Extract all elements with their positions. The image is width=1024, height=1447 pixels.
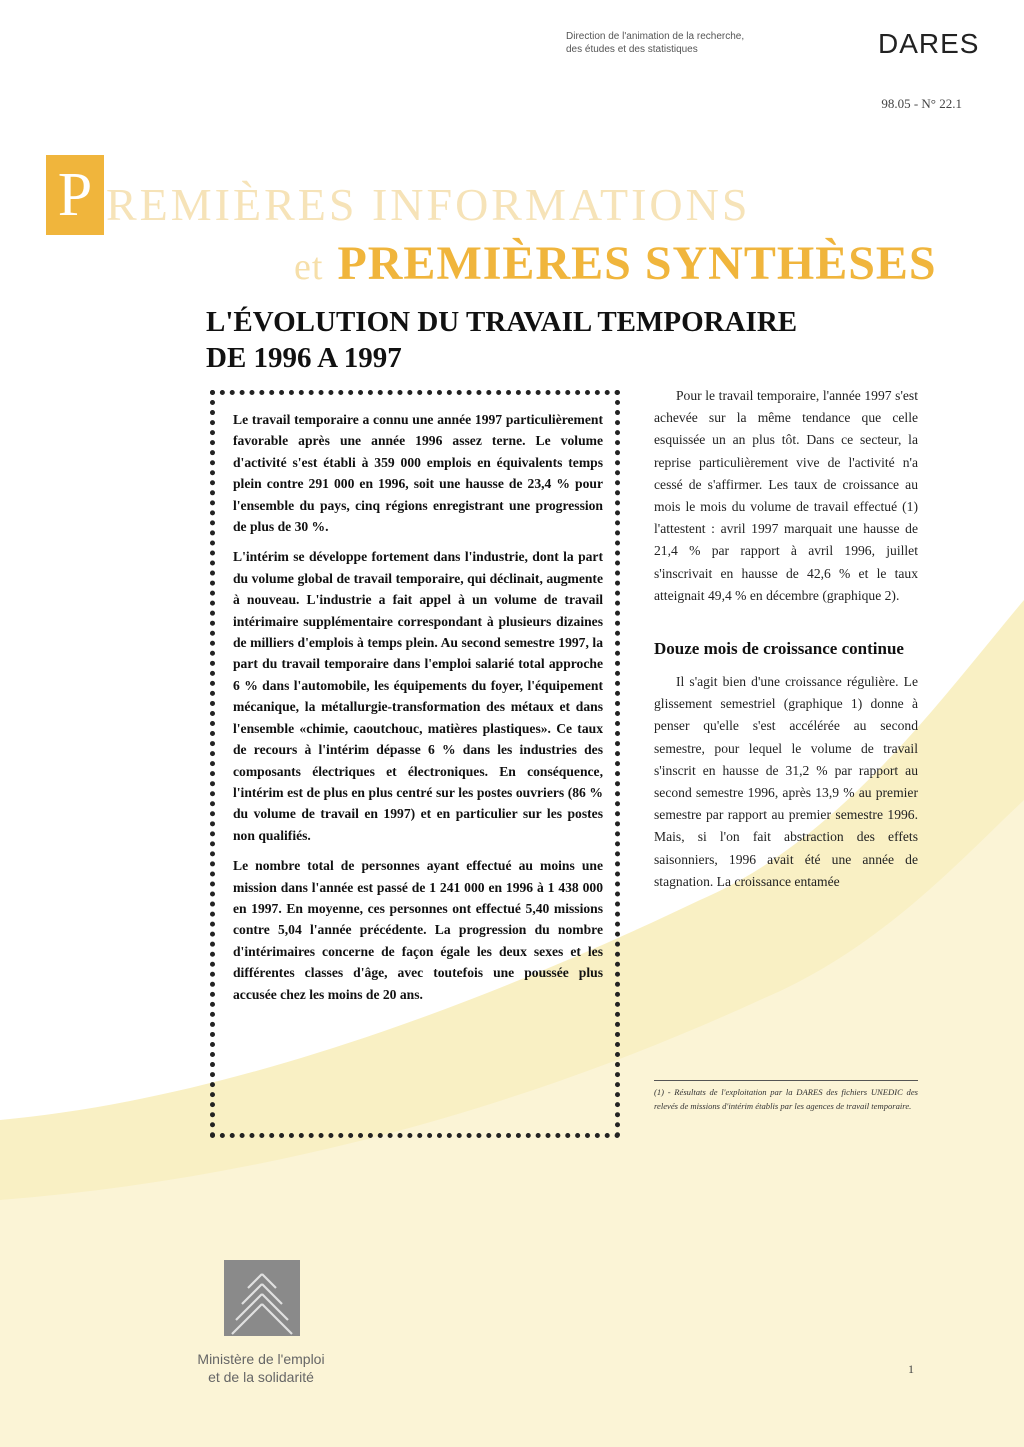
summary-paragraph: Le nombre total de personnes ayant effectué au moins une mission dans l'année est passé de 1 241 000 en 1996 à 1 438 000 en 1997. En moyenne, ces personnes ont effectué 5,40 missions contre 5,04 l'année précédente. La progression du nombre d'intérimaires concerne de façon égale les deux sexes et les différentes classes d'âge, avec toutefois une poussée plus accusée chez les moins de 20 ans.: [233, 858, 603, 1002]
series-initial-box: P: [46, 155, 104, 235]
series-faded-title: REMIÈRES INFORMATIONS: [106, 179, 751, 230]
ministry-name-line-2: et de la solidarité: [208, 1369, 314, 1385]
ministry-logo-icon: [224, 1260, 300, 1336]
article-title-line-1: L'ÉVOLUTION DU TRAVAIL TEMPORAIRE: [206, 306, 798, 338]
page-number: 1: [908, 1362, 914, 1376]
article-title-line-2: DE 1996 A 1997: [206, 342, 402, 374]
series-title-text: PREMIÈRES SYNTHÈSES: [337, 237, 937, 290]
body-paragraph: Pour le travail temporaire, l'année 1997 s'est achevée sur la même tendance que celle esquissée un an plus tôt. Dans ce secteur, la reprise particulièrement vive de l'activité n'a cessé de s'affirmer. Les taux de croissance au mois le mois du volume de travail effectué (1) l'attestent : avril 1997 marquait une hausse de 21,4 % par rapport à avril 1996, juillet s'inscrivait en hausse de 42,6 % et le taux atteignait 49,4 % en décembre (graphique 2).: [654, 388, 918, 603]
body-paragraph: Il s'agit bien d'une croissance régulière. Le glissement semestriel (graphique 1) donne à penser qu'elle s'est accélérée au second semestre, pour lequel le volume de travail s'inscrit en hausse de 31,2 % par rapport au second semestre 1996, après 13,9 % au premier semestre par rapport au premier semestre 1996. Mais, si l'on fait abstraction des effets saisonniers, 1996 avait été une année de stagnation. La croissance entamée: [654, 674, 918, 889]
series-title: [294, 236, 937, 291]
summary-paragraph: Le travail temporaire a connu une année 1997 particulièrement favorable après une année 1996 assez terne. Le volume d'activité s'est établi à 359 000 emplois en équivalents temps plein contre 291 000 en 1996, soit une hausse de 23,4 % pour l'ensemble du pays, cinq régions enregistrant une progression de plus de 30 %.: [233, 412, 603, 535]
ministry-name-line-1: Ministère de l'emploi: [197, 1351, 325, 1367]
brand-name: DARES: [878, 28, 980, 59]
summary-paragraph: L'intérim se développe fortement dans l'industrie, dont la part du volume global de travail temporaire, qui déclinait, augmente à nouveau. L'industrie a fait appel à un volume de travail intérimaire supplémentaire correspondant à plusieurs dizaines de milliers d'emplois à temps plein. Au second semestre 1997, la part du travail temporaire dans l'emploi salarié total approche 6 % dans l'automobile, les équipements du foyer, l'équipement mécanique, la métallurgie-transformation des métaux et dans l'ensemble «chimie, caoutchouc, matières plastiques». Ce taux de recours à l'intérim dépasse 6 % dans les industries des composants électriques et électroniques. En conséquence, l'intérim est de plus en plus centré sur les postes ouvriers (86 % du volume de travail en 1997) et en particulier sur les postes non qualifiés.: [233, 549, 603, 843]
right-column: [654, 385, 918, 893]
footnote: (1) - Résultats de l'exploitation par la DARES des fichiers UNEDIC des relevés de missions d'intérim établis par les agences de travail temporaire.: [654, 1080, 918, 1113]
series-conjunction: et: [294, 246, 324, 288]
summary-box: [210, 390, 620, 1138]
organization-name: [566, 30, 816, 56]
section-heading: Douze mois de croissance continue: [654, 639, 904, 659]
issue-number: 98.05 - N° 22.1: [881, 96, 962, 111]
article-title: [206, 304, 846, 376]
organization-line-2: des études et des statistiques: [566, 44, 698, 55]
organization-line-1: Direction de l'animation de la recherche,: [566, 31, 745, 42]
ministry-name: [150, 1350, 372, 1386]
